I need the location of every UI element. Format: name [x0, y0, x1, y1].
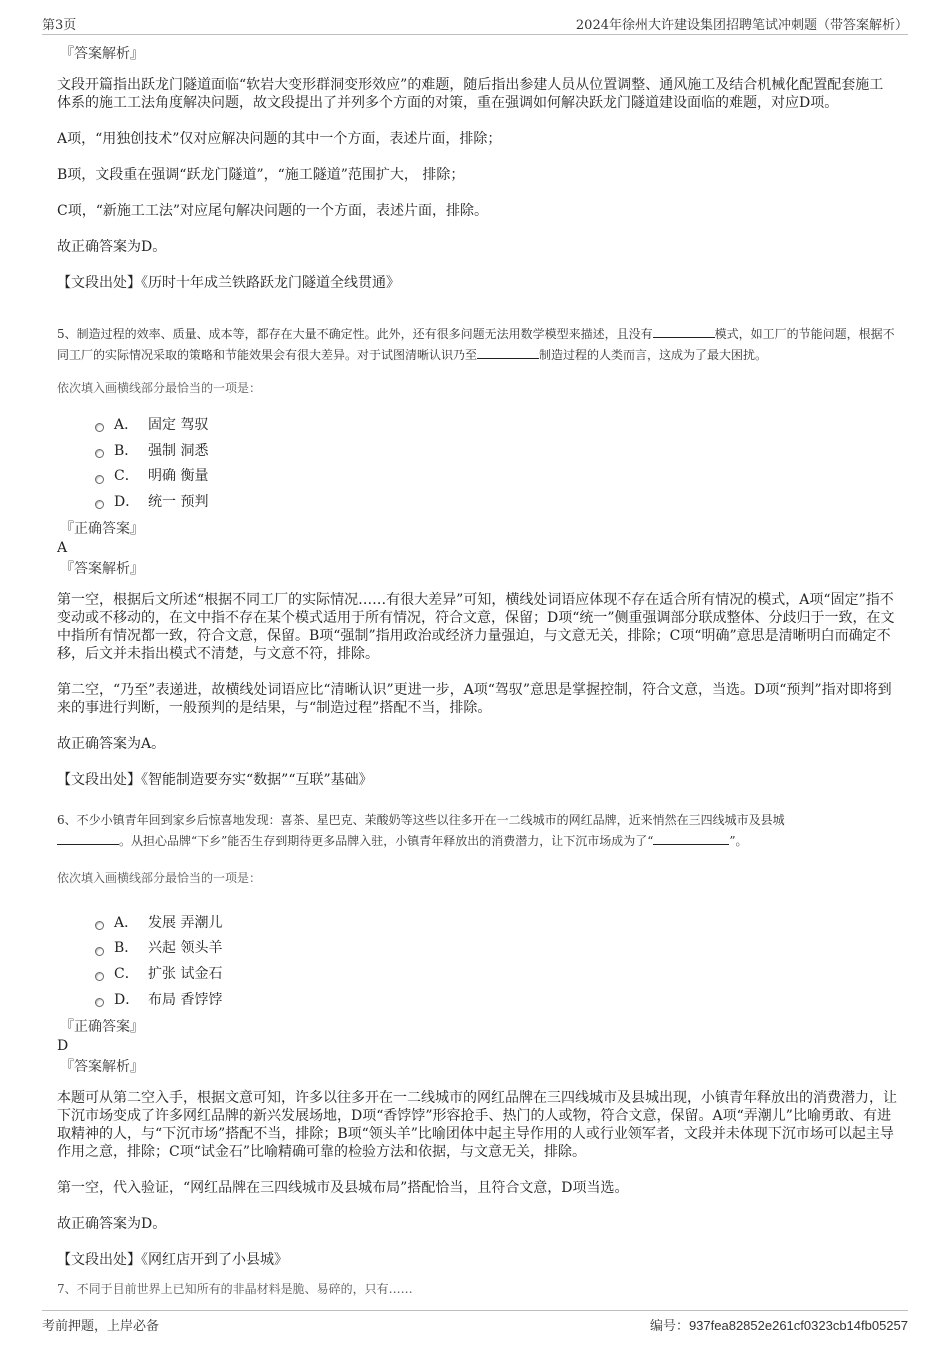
option-d[interactable]: D． 统一 预判 [95, 489, 897, 515]
q5-analysis-label: 『答案解析』 [60, 560, 144, 577]
q6-prompt: 依次填入画横线部分最恰当的一项是： [57, 870, 262, 885]
q6-conclusion: 故正确答案为D。 [57, 1215, 167, 1232]
q4-analysis-para: A项，“用独创技术”仅对应解决问题的其中一个方面，表述片面，排除； [57, 131, 502, 147]
q6-analysis-label: 『答案解析』 [60, 1058, 144, 1075]
q5-options [95, 412, 897, 515]
q6-analysis-para: 本题可从第二空入手，根据文意可知，许多以往多开在一二线城市的网红品牌在三四线城市及县城出现，小镇青年释放出的消费潜力，让下沉市场变成了许多网红品牌的新兴发展场地，D项“香饽饽”形容抢手、热门的人或物，符合文意，保留。A项“弄潮儿”比喻勇敢、有进取精神的人，与“下沉市场”搭配不当，排除；B项“领头羊”比喻团体中起主导作用的人或行业领军者，文段并未体现下沉市场可以起主导作用之意，排除；C项“试金石”比喻精确可靠的检验方法和依据，与文意无关，排除。 [57, 1089, 897, 1160]
q4-analysis-label: 『答案解析』 [60, 46, 144, 62]
q7-cut-stem: 7、不同于目前世界上已知所有的非晶材料是脆、易碎的，只有…… [57, 1281, 413, 1296]
option-b[interactable]: B． 兴起 领头羊 [95, 935, 897, 961]
q6-correct-label: 『正确答案』 [60, 1018, 144, 1035]
q5-stem-text: 模式，如工厂的节能问题，根据不同工厂的实际情况采取的策略和节能效果会有很大差异。对于试图清晰认识乃至 [57, 327, 895, 362]
fill-blank [653, 832, 729, 845]
q4-source: 【文段出处】《历时十年成兰铁路跃龙门隧道全线贯通》 [57, 275, 400, 291]
q5-analysis-para: 第一空，根据后文所述“根据不同工厂的实际情况……有很大差异”可知，横线处词语应体现不存在适合所有情况的模式，A项“固定”指不变动或不移动的，在文中指不存在某个模式适用于所有情况，符合文意，保留；D项“统一”侧重强调部分联成整体、分歧归于一致，在文中指所有情况都一致，符合文意，保留。B项“强制”指用政治或经济力量强迫，与文意无关，排除；C项“明确”意思是清晰明白而确定不移，后文并未指出模式不清楚，与文意不符，排除。 [57, 591, 895, 662]
q4-analysis-para: 文段开篇指出跃龙门隧道面临“软岩大变形群洞变形效应”的难题，随后指出参建人员从位置调整、通风施工及结合机械化配置配套施工体系的施工工法角度解决问题，故文段提出了并列多个方面的对策，重在强调如何解决跃龙门隧道建设面临的难题，对应D项。 [57, 77, 884, 111]
radio-icon[interactable] [95, 921, 104, 930]
page-header [42, 12, 908, 35]
option-d[interactable]: D． 布局 香饽饽 [95, 987, 897, 1013]
option-c[interactable]: C． 明确 衡量 [95, 463, 897, 489]
q5-stem [57, 324, 897, 366]
radio-icon[interactable] [95, 475, 104, 484]
option-a[interactable]: A． 固定 驾驭 [95, 412, 897, 438]
q4-analysis-para: C项，“新施工工法”对应尾句解决问题的一个方面，表述片面，排除。 [57, 203, 489, 219]
option-a[interactable]: A． 发展 弄潮儿 [95, 910, 897, 936]
radio-icon[interactable] [95, 998, 104, 1007]
q4-conclusion: 故正确答案为D。 [57, 239, 167, 255]
option-c[interactable]: C． 扩张 试金石 [95, 961, 897, 987]
document-title: 2024年徐州大许建设集团招聘笔试冲刺题（带答案解析） [575, 18, 908, 33]
q5-correct-label: 『正确答案』 [60, 520, 144, 537]
page-content [57, 44, 897, 1296]
q5-correct-answer: A [57, 539, 68, 556]
q5-conclusion: 故正确答案为A。 [57, 735, 166, 752]
q6-correct-answer: D [57, 1037, 69, 1054]
q5-stem-text: 制造过程的人类而言，这成为了最大困扰。 [539, 348, 768, 362]
q6-analysis-para: 第一空，代入验证，“网红品牌在三四线城市及县城布局”搭配恰当，且符合文意，D项当选。 [57, 1179, 629, 1196]
page-footer [42, 1310, 908, 1335]
footer-slogan: 考前押题，上岸必备 [42, 1319, 160, 1334]
q5-analysis-para: 第二空，“乃至”表递进，故横线处词语应比“清晰认识”更进一步，A项“驾驭”意思是掌握控制，符合文意，当选。D项“预判”指对即将到来的事进行判断，一般预判的是结果，与“制造过程”搭配不当，排除。 [57, 681, 892, 716]
page-number: 第3页 [42, 18, 77, 33]
q6-stem-text: ”。 [729, 833, 748, 848]
option-b[interactable]: B． 强制 洞悉 [95, 438, 897, 464]
radio-icon[interactable] [95, 423, 104, 432]
q4-analysis-para: B项，文段重在强调“跃龙门隧道”，“施工隧道”范围扩大， 排除； [57, 167, 465, 183]
document-id: 编号：937fea82852e261cf0323cb14fb05257 [649, 1318, 908, 1334]
q6-stem-text: 6、不少小镇青年回到家乡后惊喜地发现：喜茶、星巴克、茉酸奶等这些以往多开在一二线城市的网红品牌，近来悄然在三四线城市及县城 [57, 812, 785, 827]
q5-source: 【文段出处】《智能制造要夯实“数据”“互联”基础》 [57, 771, 373, 788]
radio-icon[interactable] [95, 449, 104, 458]
q6-source: 【文段出处】《网红店开到了小县城》 [57, 1251, 288, 1268]
fill-blank [57, 832, 119, 845]
radio-icon[interactable] [95, 947, 104, 956]
radio-icon[interactable] [95, 972, 104, 981]
radio-icon[interactable] [95, 500, 104, 509]
q5-prompt: 依次填入画横线部分最恰当的一项是： [57, 381, 262, 395]
fill-blank [477, 346, 539, 359]
fill-blank [653, 325, 715, 338]
q6-stem-text: 。从担心品牌“下乡”能否生存到期待更多品牌入驻，小镇青年释放出的消费潜力，让下沉市场成为了“ [119, 833, 654, 848]
q6-stem [57, 810, 897, 852]
q5-stem-text: 5、制造过程的效率、质量、成本等，都存在大量不确定性。此外，还有很多问题无法用数学模型来描述，且没有 [57, 327, 653, 341]
q6-options [95, 910, 897, 1013]
